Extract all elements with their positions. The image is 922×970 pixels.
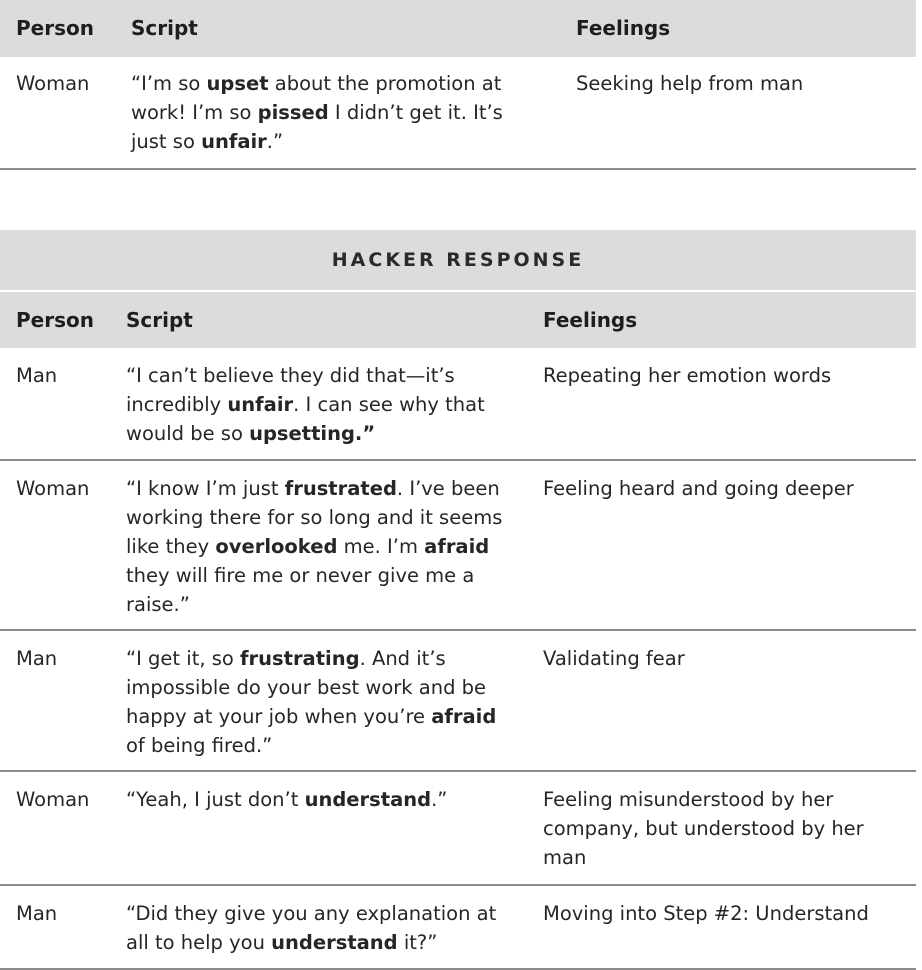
- hacker-response-table: [0, 230, 916, 970]
- table-row: [0, 631, 916, 772]
- emphasized-word: frustrating: [240, 647, 360, 670]
- table-row: [0, 57, 916, 170]
- table-row: [0, 772, 916, 886]
- hacker-table-header: [0, 292, 916, 348]
- feelings-column-header: Feelings: [543, 308, 638, 332]
- feelings-cell: Validating fear: [543, 647, 685, 670]
- emphasized-word: afraid: [431, 705, 497, 728]
- table-row: [0, 461, 916, 631]
- script-text: .”: [431, 788, 448, 811]
- script-text: I didn’t get it. It’s just so: [131, 101, 503, 153]
- table-row: [0, 886, 916, 970]
- script-text: . I can see why that would be so: [126, 393, 485, 445]
- person-cell: Woman: [16, 72, 90, 95]
- emphasized-word: understand: [304, 788, 432, 811]
- emphasized-word: pissed: [257, 101, 329, 124]
- script-text: about the promotion at work! I’m so: [131, 72, 502, 124]
- script-text: “I know I’m just: [126, 477, 285, 500]
- script-text: “I get it, so: [126, 647, 241, 670]
- script-cell: [126, 899, 516, 957]
- person-cell: Man: [16, 647, 58, 670]
- script-text: .”: [266, 130, 284, 153]
- table-title: HACKER RESPONSE: [0, 230, 916, 292]
- feelings-cell: Repeating her emotion words: [543, 364, 832, 387]
- script-cell: [126, 785, 516, 814]
- script-text: “I can’t believe they did that—it’s incredibly: [126, 364, 455, 416]
- script-cell: [131, 69, 541, 156]
- emphasized-word: overlooked: [215, 535, 338, 558]
- script-text: they will fire me or never give me a raise.”: [126, 564, 475, 616]
- person-column-header: Person: [16, 16, 94, 40]
- script-text: “Yeah, I just don’t: [126, 788, 305, 811]
- feelings-cell: Seeking help from man: [576, 72, 804, 95]
- feelings-cell: Feeling misunderstood by her company, but understood by her man: [543, 788, 864, 869]
- emphasized-word: upset: [206, 72, 269, 95]
- script-text: “I’m so: [131, 72, 207, 95]
- script-column-header: Script: [126, 308, 193, 332]
- person-column-header: Person: [16, 308, 94, 332]
- person-cell: Woman: [16, 477, 90, 500]
- feelings-column-header: Feelings: [576, 16, 671, 40]
- person-cell: Man: [16, 364, 58, 387]
- table-row: [0, 348, 916, 461]
- emphasized-word: afraid: [424, 535, 490, 558]
- emphasized-word: unfair: [201, 130, 267, 153]
- script-cell: [126, 474, 511, 619]
- script-text: me. I’m: [337, 535, 425, 558]
- script-text: “Did they give you any explanation at all to help you: [126, 902, 497, 954]
- emphasized-word: upsetting.”: [249, 422, 376, 445]
- script-text: . And it’s impossible do your best work and be happy at your job when you’re: [126, 647, 487, 728]
- emphasized-word: unfair: [227, 393, 294, 416]
- intro-table-header: [0, 0, 916, 57]
- person-cell: Man: [16, 902, 58, 925]
- emphasized-word: understand: [271, 931, 398, 954]
- feelings-cell: Moving into Step #2: Understand: [543, 902, 869, 925]
- person-cell: Woman: [16, 788, 90, 811]
- script-text: it?”: [397, 931, 438, 954]
- script-cell: [126, 644, 516, 760]
- script-text: . I’ve been working there for so long and it seems like they: [126, 477, 503, 558]
- intro-table: [0, 0, 916, 170]
- script-column-header: Script: [131, 16, 198, 40]
- script-text: of being fired.”: [126, 734, 273, 757]
- emphasized-word: frustrated: [284, 477, 397, 500]
- feelings-cell: Feeling heard and going deeper: [543, 477, 854, 500]
- script-cell: [126, 361, 506, 448]
